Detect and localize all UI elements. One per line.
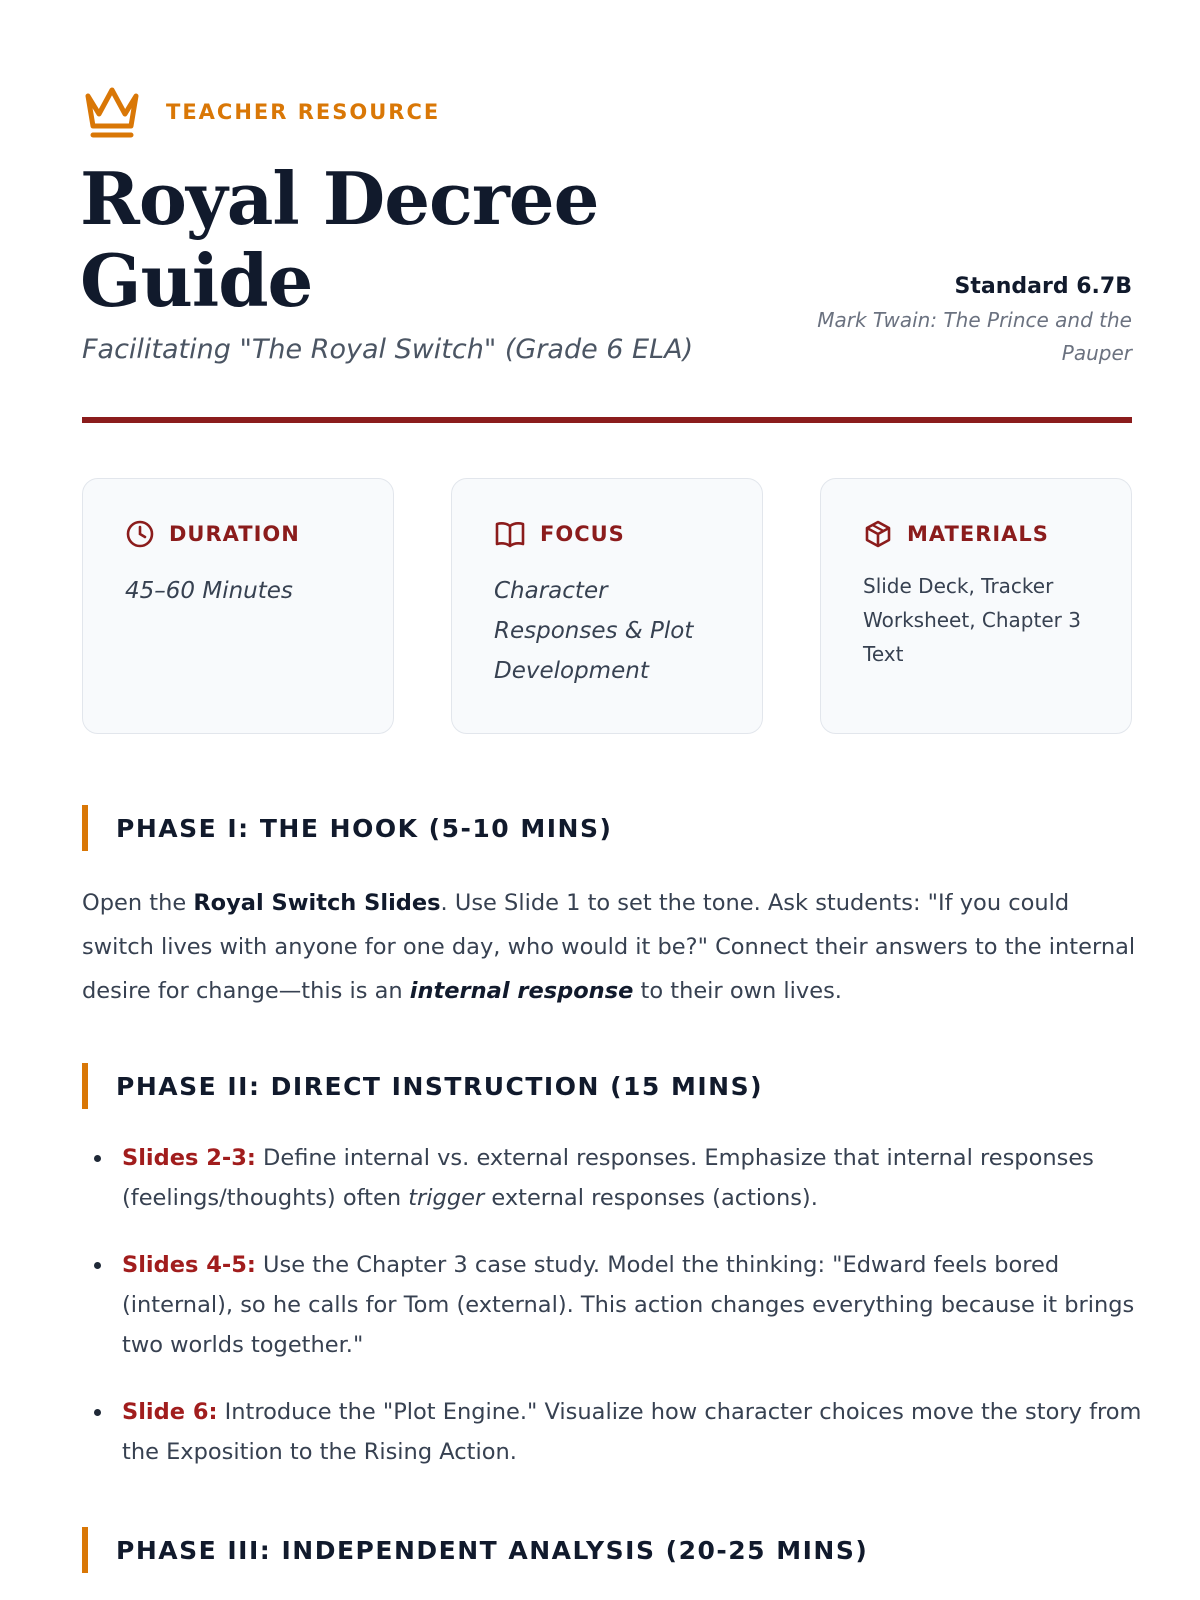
text-run: . Use Slide 1 to set the tone. Ask students: "If you could switch lives with anyone for one day, who would it be?" Connect their answers to the internal desire for change—this is an [82, 890, 1136, 1004]
title-line-1: Royal Decree [80, 156, 599, 241]
phase-2-list [82, 1138, 1142, 1499]
list-item [82, 1392, 1142, 1472]
card-value-line: Character [494, 578, 608, 604]
phase-3-heading: PHASE III: INDEPENDENT ANALYSIS (20-25 MINS) [82, 1527, 982, 1573]
card-value-line: Text [863, 642, 904, 666]
source-line-1: Mark Twain: The Prince and the [817, 308, 1132, 332]
text-run: Define internal vs. external responses. Emphasize that internal responses (feelings/thoughts) often [122, 1145, 1094, 1211]
duration-card [82, 478, 394, 734]
source-text [802, 304, 1132, 370]
header-divider [82, 417, 1132, 423]
card-value-line: Development [494, 658, 649, 684]
source-line-2: Pauper [1061, 341, 1132, 365]
card-header [863, 519, 1131, 549]
card-value-line: 45–60 Minutes [125, 578, 293, 604]
card-header [125, 519, 393, 549]
card-label: DURATION [169, 522, 300, 546]
emphasis-text: internal response [409, 978, 634, 1004]
text-run: external responses (actions). [484, 1185, 818, 1211]
card-value [125, 571, 365, 611]
text-run: to their own lives. [633, 978, 842, 1004]
slide-label: Slide 6: [122, 1399, 218, 1425]
card-value-line: Worksheet, Chapter 3 [863, 608, 1081, 632]
card-value [494, 571, 734, 691]
card-value [863, 569, 1093, 671]
materials-card [820, 478, 1132, 734]
slide-label: Slides 4-5: [122, 1252, 256, 1278]
standard-block [802, 272, 1132, 370]
page-subtitle: Facilitating "The Royal Switch" (Grade 6 ELA) [82, 334, 694, 365]
book-open-icon [494, 519, 526, 549]
text-run: Introduce the "Plot Engine." Visualize how character choices move the story from the Exposition to the Rising Action. [122, 1399, 1142, 1465]
slide-label: Slides 2-3: [122, 1145, 256, 1171]
eyebrow [82, 84, 440, 140]
page-title [80, 158, 700, 322]
card-header [494, 519, 762, 549]
eyebrow-label: TEACHER RESOURCE [166, 100, 441, 124]
list-item [82, 1245, 1142, 1365]
card-value-line: Slide Deck, Tracker [863, 574, 1054, 598]
text-run: Open the [82, 890, 194, 916]
phase-1-paragraph [82, 881, 1142, 1013]
slides-link-text: Royal Switch Slides [193, 890, 441, 916]
clock-icon [125, 519, 155, 549]
card-label: MATERIALS [907, 522, 1049, 546]
title-line-2: Guide [80, 238, 313, 323]
card-value-line: Responses & Plot [494, 618, 694, 644]
phase-2-heading: PHASE II: DIRECT INSTRUCTION (15 MINS) [82, 1063, 982, 1109]
text-run: Use the Chapter 3 case study. Model the thinking: "Edward feels bored (internal), so he calls for Tom (external). This action changes everything because it brings two worlds together." [122, 1252, 1135, 1358]
emphasis-text: trigger [408, 1185, 485, 1211]
box-icon [863, 519, 893, 549]
focus-card [451, 478, 763, 734]
standard-code: Standard 6.7B [954, 274, 1132, 299]
card-label: FOCUS [540, 522, 625, 546]
phase-1-heading: PHASE I: THE HOOK (5-10 MINS) [82, 805, 982, 851]
list-item [82, 1138, 1142, 1218]
crown-icon [82, 84, 142, 140]
